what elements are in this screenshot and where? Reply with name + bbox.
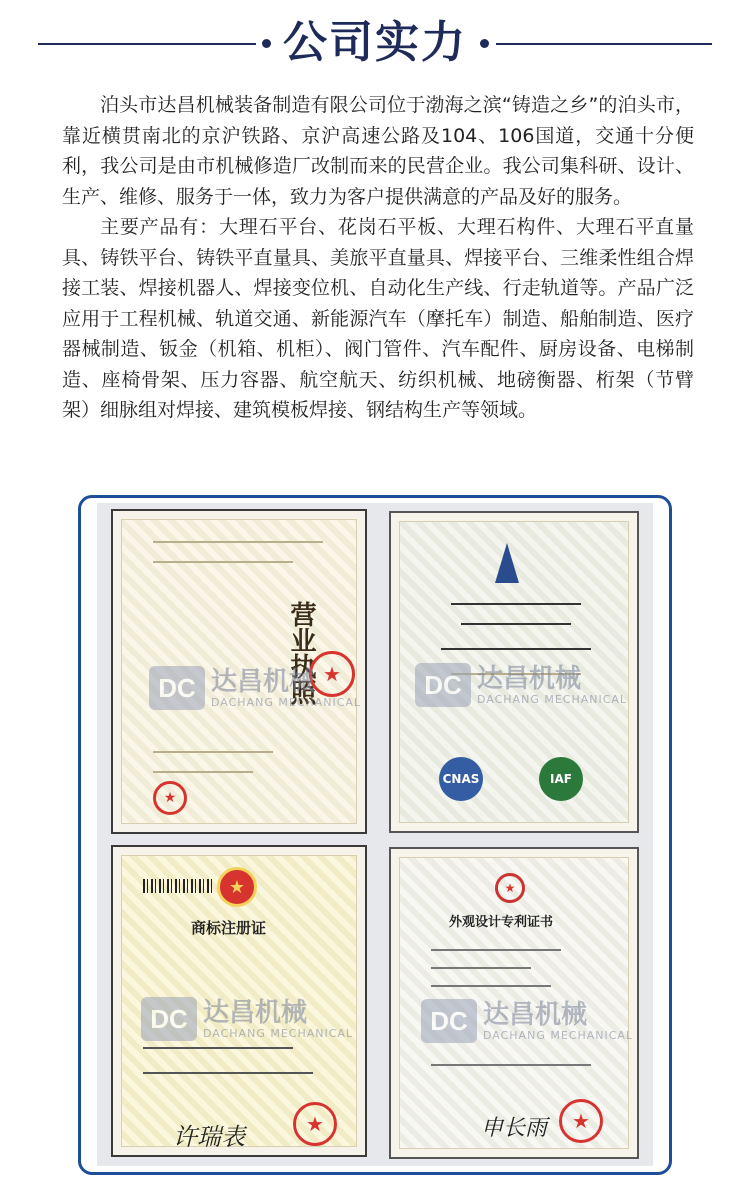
- patent-seal-icon: ★: [559, 1099, 603, 1143]
- watermark-en: DACHANG MECHANICAL: [203, 1026, 354, 1040]
- watermark: [415, 663, 627, 707]
- trademark-certificate: [111, 845, 367, 1157]
- watermark-en: DACHANG MECHANICAL: [477, 692, 628, 706]
- patent-signature: 申长雨: [481, 1116, 548, 1141]
- national-emblem-icon: ★: [217, 867, 257, 907]
- section-header: [0, 0, 750, 100]
- business-license-certificate: [111, 509, 367, 834]
- patent-logo-icon: ★: [495, 873, 525, 903]
- trademark-seal-icon: ★: [293, 1102, 337, 1146]
- section-title: 公司实力: [283, 17, 467, 68]
- header-dot-left: [262, 39, 271, 48]
- watermark-cn: 达昌机械: [203, 997, 308, 1028]
- watermark-cn: 达昌机械: [483, 999, 588, 1030]
- watermark-logo: DC: [415, 663, 471, 707]
- quality-certificate: [389, 511, 639, 833]
- watermark-cn: 达昌机械: [211, 666, 316, 697]
- iaf-badge: IAF: [539, 757, 583, 801]
- watermark-logo: DC: [149, 666, 205, 710]
- license-title: 营业执照: [286, 601, 316, 705]
- patent-certificate: [389, 847, 639, 1159]
- cnas-badge: CNAS: [439, 757, 483, 801]
- watermark-cn: 达昌机械: [477, 663, 582, 694]
- official-seal-icon: ★: [309, 651, 355, 697]
- trademark-title: 商标注册证: [191, 919, 267, 937]
- qr-seal-icon: ★: [153, 781, 187, 815]
- barcode-icon: [143, 879, 213, 893]
- header-divider-left: [38, 43, 256, 45]
- intro-paragraph-2: 主要产品有：大理石平台、花岗石平板、大理石构件、大理石平直量具、铸铁平台、铸铁平直量具、美旅平直量具、焊接平台、三维柔性组合焊接工装、焊接机器人、焊接变位机、自动化生产线、行走轨道等。产品广泛应用于工程机械、轨道交通、新能源汽车（摩托车）制造、船舶制造、医疗器械制造、钣金（机箱、机柜）、阀门管件、汽车配件、厨房设备、电梯制造、座椅骨架、压力容器、航空航天、纺织机械、地磅衡器、桁架（节臂架）细脉组对焊接、建筑模板焊接、钢结构生产等领域。: [62, 216, 694, 421]
- company-intro: [62, 90, 694, 426]
- header-dot-right: [480, 39, 489, 48]
- certificate-gallery: [97, 503, 653, 1166]
- watermark-logo: DC: [421, 999, 477, 1043]
- watermark-en: DACHANG MECHANICAL: [211, 695, 362, 709]
- watermark: [421, 999, 633, 1043]
- header-divider-right: [496, 43, 712, 45]
- patent-title: 外观设计专利证书: [449, 915, 554, 930]
- trademark-signature: 许瑞表: [173, 1123, 245, 1151]
- intro-paragraph-1: 泊头市达昌机械装备制造有限公司位于渤海之滨“铸造之乡”的泊头市，靠近横贯南北的京沪铁路、京沪高速公路及104、106国道，交通十分便利，我公司是由市机械修造厂改制而来的民营企业。我公司集科研、设计、生产、维修、服务于一体，致力为客户提供满意的产品及好的服务。: [62, 94, 694, 208]
- watermark: [149, 666, 361, 710]
- watermark-logo: DC: [141, 997, 197, 1041]
- watermark-en: DACHANG MECHANICAL: [483, 1028, 634, 1042]
- watermark: [141, 997, 353, 1041]
